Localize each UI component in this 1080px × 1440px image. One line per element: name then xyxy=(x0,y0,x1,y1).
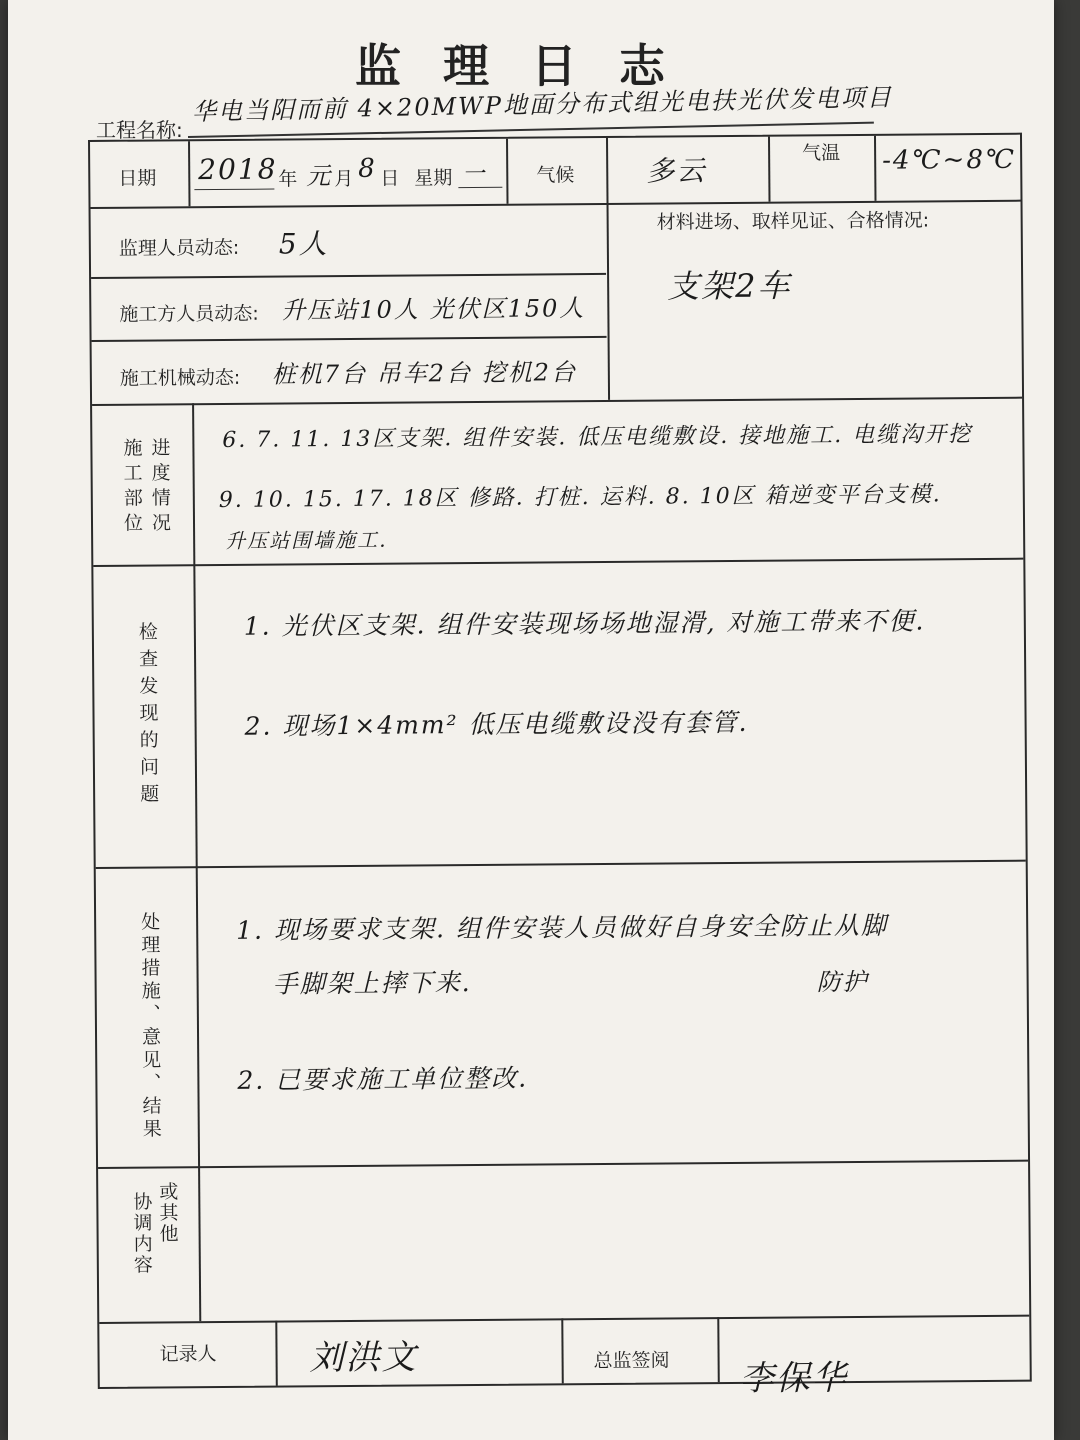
year-underline xyxy=(194,189,274,191)
supervisor-staff-label: 监理人员动态: xyxy=(118,236,240,260)
year-label: 年 xyxy=(278,168,298,191)
weekday-underline xyxy=(458,187,502,188)
recorder-signature: 刘洪文 xyxy=(309,1337,418,1379)
chief-label: 总监签阅 xyxy=(593,1349,670,1373)
progress-label-right: 进度情况 xyxy=(148,437,172,538)
weekday-label: 星期 xyxy=(414,167,453,190)
divider xyxy=(561,1318,564,1383)
chief-signature: 李保华 xyxy=(739,1358,848,1399)
page-title: 监理日志 xyxy=(355,39,707,93)
progress-label-left: 施工部位 xyxy=(120,437,144,538)
divider xyxy=(606,138,610,400)
date-label: 日期 xyxy=(118,167,157,190)
divider xyxy=(506,139,509,204)
day-value: 8 xyxy=(358,153,377,184)
recorder-label: 记录人 xyxy=(159,1343,217,1366)
month-value: 元 xyxy=(306,162,333,191)
coordination-label-right: 或其他 xyxy=(156,1181,179,1245)
divider xyxy=(91,273,606,279)
day-label: 日 xyxy=(380,167,400,190)
issue-item-2: 2. 现场1×4mm² 低压电缆敷设没有套管. xyxy=(244,707,749,741)
month-label: 月 xyxy=(334,167,354,191)
log-page xyxy=(8,0,1054,1440)
divider xyxy=(92,397,1022,406)
materials-label: 材料进场、取样见证、合格情况: xyxy=(656,209,930,234)
measure-item-1-note: 防护 xyxy=(816,967,869,997)
project-row xyxy=(88,83,994,142)
divider xyxy=(275,1321,278,1386)
materials-value: 支架2车 xyxy=(667,266,792,306)
measure-item-2: 2. 已要求施工单位整改. xyxy=(237,1063,529,1095)
progress-line-2: 9. 10. 15. 17. 18区 修路. 打桩. 运料. 8. 10区 箱逆变平台支模. xyxy=(218,482,942,513)
issues-label: 检查发现的问题 xyxy=(135,621,160,811)
divider xyxy=(98,1160,1028,1169)
constructor-staff-label: 施工方人员动态: xyxy=(119,302,259,326)
machinery-label: 施工机械动态: xyxy=(119,366,241,390)
constructor-staff-value: 升压站10人 光伏区150人 xyxy=(281,294,586,325)
divider xyxy=(96,860,1026,869)
measure-item-1-line-2: 手脚架上摔下来. xyxy=(272,968,472,999)
weekday-value: 一 xyxy=(462,161,487,188)
measure-item-1-line-1: 1. 现场要求支架. 组件安装人员做好自身安全防止从脚 xyxy=(236,910,889,945)
progress-line-1: 6. 7. 11. 13区支架. 组件安装. 低压电缆敷设. 接地施工. 电缆沟开挖 xyxy=(222,422,973,453)
climate-label: 气候 xyxy=(536,164,575,187)
divider xyxy=(768,137,771,202)
divider xyxy=(717,1317,720,1382)
project-name-label: 工程名称: xyxy=(96,118,183,142)
divider xyxy=(874,136,877,201)
year-value: 2018 xyxy=(198,152,278,187)
divider xyxy=(93,558,1023,567)
project-name-value: 华电当阳而前 4×20MWP地面分布式组光电扶光伏发电项目 xyxy=(191,83,894,126)
temp-value: -4℃~8℃ xyxy=(882,144,1017,176)
measures-label: 处理措施、意见、结果 xyxy=(138,911,162,1142)
divider xyxy=(92,336,607,342)
machinery-value: 桩机7台 吊车2台 挖机2台 xyxy=(271,358,578,389)
temp-label: 气温 xyxy=(802,142,841,165)
supervisor-staff-value: 5人 xyxy=(278,227,329,261)
divider xyxy=(192,403,201,1321)
log-form xyxy=(88,133,1032,1399)
issue-item-1: 1. 光伏区支架. 组件安装现场场地湿滑, 对施工带来不便. xyxy=(243,606,926,641)
climate-value: 多云 xyxy=(646,154,707,188)
coordination-label-left: 协调内容 xyxy=(130,1191,153,1276)
progress-line-3: 升压站围墙施工. xyxy=(225,527,388,553)
divider xyxy=(188,141,191,206)
divider xyxy=(99,1315,1029,1324)
